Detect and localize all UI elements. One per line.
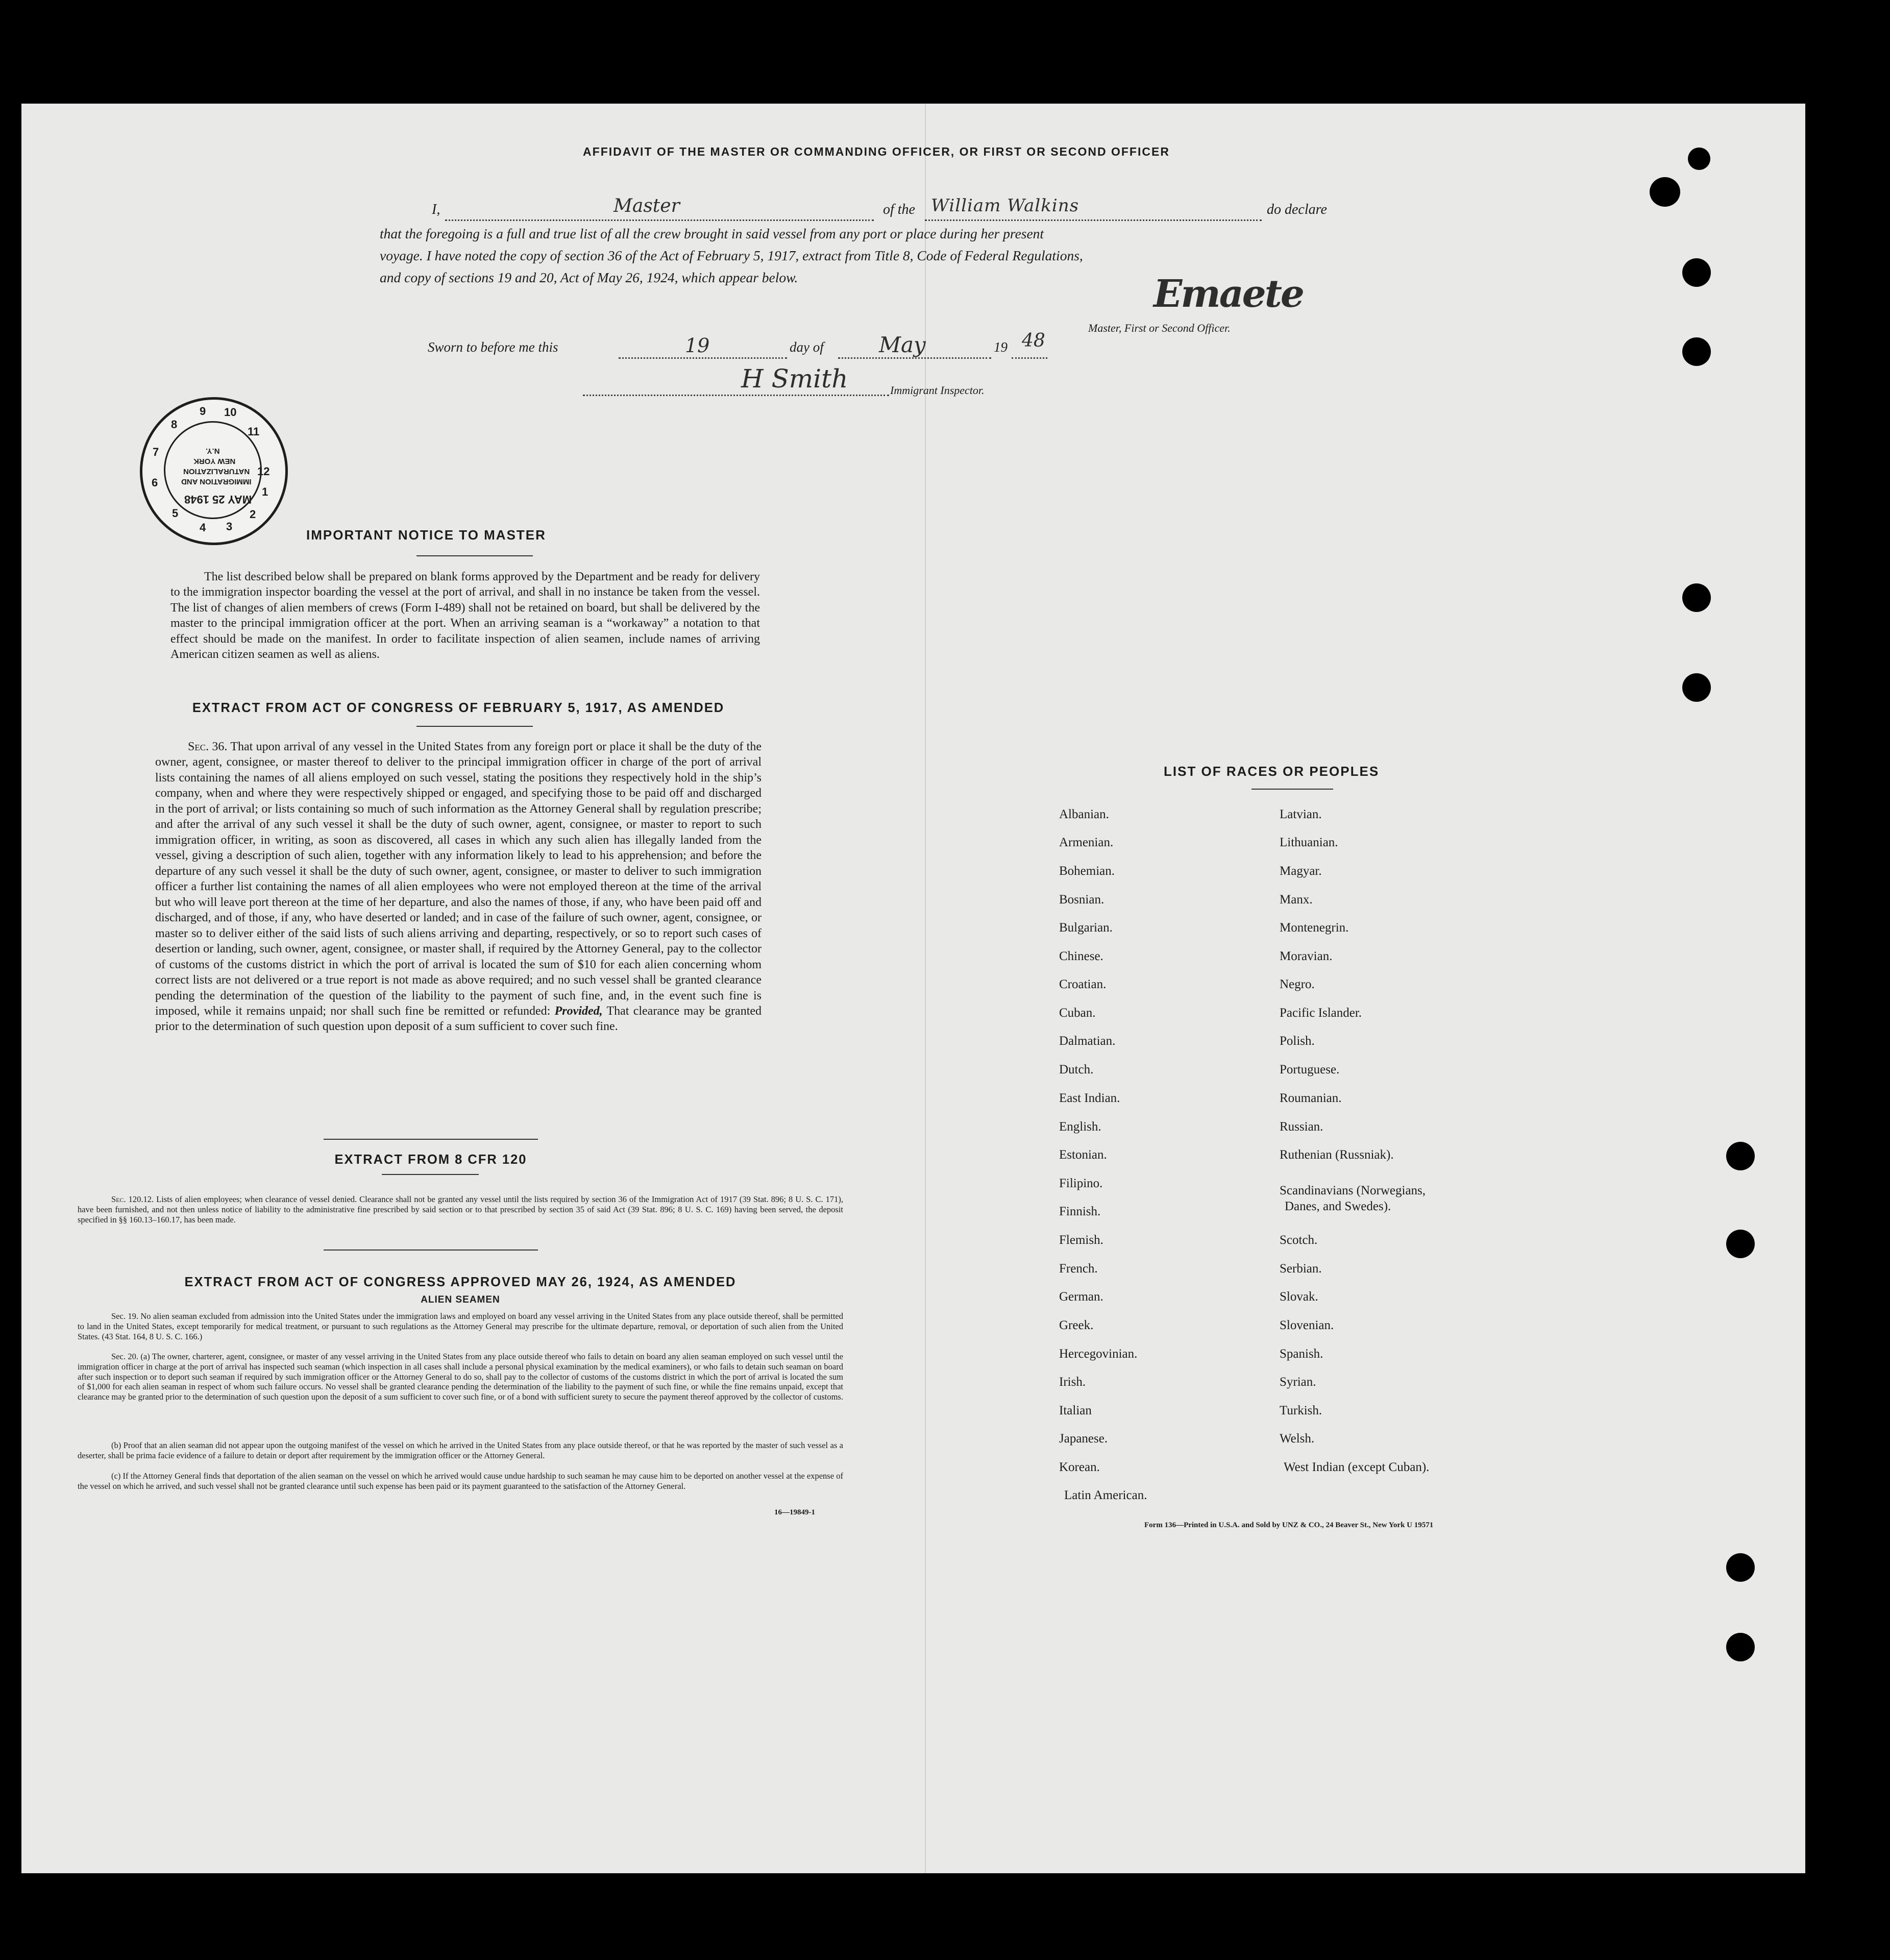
binder-hole — [1682, 673, 1711, 702]
race-item: Bohemian. — [1059, 864, 1115, 878]
stamp-hour-5: 5 — [172, 507, 179, 520]
stamp-line-2: IMMIGRATION AND — [181, 477, 252, 486]
race-item: Manx. — [1280, 893, 1313, 906]
extract-cfr-top-rule — [324, 1139, 538, 1140]
race-item: Magyar. — [1280, 864, 1322, 878]
vessel-name-line — [925, 219, 1262, 221]
affidavit-label-i: I, — [432, 202, 440, 217]
master-name-line — [445, 219, 874, 221]
notice-title: IMPORTANT NOTICE TO MASTER — [306, 527, 546, 543]
sworn-day-value: 19 — [685, 334, 710, 357]
notice-body: The list described below shall be prepared on blank forms approved by the Department and be ready for delivery to the immigration inspector boarding the vessel at the port of arrival, and shall in no instance be taken from the vessel. The list of changes of alien members of crews (Form I-489) shall not be retained on board, but shall be delivered by the master to the principal immigration officer at the port. When an arriving seaman is a “workaway” a notation to that effect should be made on the manifest. In order to facilitate inspection of alien seamen, include names of arriving American citizen seamen as well as aliens. — [170, 570, 760, 662]
declaration-line-2: voyage. I have noted the copy of section 36 of the Act of February 5, 1917, extract from Title 8, Code of Federal Regulations, — [380, 248, 1083, 263]
extract-cfr-text: Lists of alien employees; when clearance of vessel denied. Clearance shall not be granted any vessel until the lists required by section 36 of the Immigration Act of 1917 (39 Stat. 896; 8 U. S. C. 171), have been furnished, and not then unless notice of liability to the administrative fine prescribed by said section or to that prescribed by section 35 of said Act (39 Stat. 896; 8 U. S. C. 169) having been served, the deposit specified in §§ 160.13–160.17, has been made. — [78, 1194, 844, 1224]
race-item: Croatian. — [1059, 977, 1107, 991]
binder-hole — [1726, 1553, 1755, 1582]
race-item: Armenian. — [1059, 836, 1114, 849]
race-item: Spanish. — [1280, 1347, 1323, 1361]
race-item: Japanese. — [1059, 1432, 1108, 1446]
race-item: Scandinavians (Norwegians, — [1280, 1184, 1426, 1197]
race-item: Italian — [1059, 1404, 1092, 1417]
extract-1924-subtitle: ALIEN SEAMEN — [421, 1294, 500, 1305]
immigration-date-stamp — [140, 397, 288, 545]
affidavit-label-do-declare: do declare — [1267, 202, 1327, 217]
race-item: Serbian. — [1280, 1262, 1322, 1276]
extract-1924-top-rule — [324, 1250, 538, 1251]
extract-1917-text: That upon arrival of any vessel in the United States from any foreign port or place it shall be the duty of the owner, agent, consignee, or master thereof to deliver to the principal immigration officer in charge of the port of arrival lists containing the names of all aliens employed on such vessel, stating the positions they respectively hold in the ship’s company, when and where they were respectively shipped or engaged, and specifying those to be paid off and discharged in the port of arrival; or lists containing so much of such information as the Attorney General shall by regulation prescribe; and after the arrival of any such vessel it shall be the duty of such owner, agent, consignee, or master to report to such immigration officer, in writing, as soon as discovered, all cases in which any such alien has illegally landed from the vessel, giving a description of such alien, together with any information likely to lead to his apprehension; and before the departure of any such vessel it shall be the duty of such owner, agent, consignee, or master to deliver to such immigration officer a further list containing the names of all alien employees who were not employed thereon at the time of the arrival but who will leave port thereon at the time of her departure, and also the names of those, if any, who have been paid off and discharged, and of those, if any, who have deserted or landed; and in case of the failure of such owner, agent, consignee, or master so to deliver either of the said lists of such aliens arriving and departing, respectively, or so to report such cases of desertion or landing, such owner, agent, consignee, or master shall, if required by the Attorney General, pay to the collector of customs of the customs district in which the port of arrival is located the sum of $10 for each alien concerning whom correct lists are not delivered or a true report is not made as above required; and no such vessel shall be granted clearance pending the determination of the question of the liability to the payment of such fine, and, in the event such fine is imposed, while it remains unpaid; nor shall such fine be remitted or refunded: — [155, 740, 762, 1018]
vessel-name-value: William Walkins — [931, 195, 1079, 216]
race-item: Filipino. — [1059, 1177, 1103, 1190]
master-signature: Emaete — [1153, 272, 1303, 316]
stamp-line-4: NEW YORK — [193, 457, 236, 465]
race-item: Albanian. — [1059, 807, 1109, 821]
stamp-hour-6: 6 — [152, 476, 158, 489]
extract-1917-proviso-text: That clearance may be granted prior to the determination of such question upon deposit of a sum sufficient to cover such fine. — [155, 1004, 762, 1034]
inspector-label: Immigrant Inspector. — [890, 384, 985, 397]
sworn-month-value: May — [879, 332, 926, 357]
race-item: Portuguese. — [1280, 1063, 1340, 1076]
race-item: Roumanian. — [1280, 1091, 1342, 1105]
race-item: Danes, and Swedes). — [1285, 1199, 1391, 1213]
race-item: Latvian. — [1280, 807, 1322, 821]
races-title-rule — [1251, 789, 1333, 790]
race-item: Dutch. — [1059, 1063, 1094, 1076]
race-item: Pacific Islander. — [1280, 1006, 1362, 1020]
sworn-label: Sworn to before me this — [428, 339, 558, 355]
extract-1917-body — [155, 739, 762, 1035]
printer-imprint: Form 136—Printed in U.S.A. and Sold by UNZ & CO., 24 Beaver St., New York U 19571 — [1144, 1521, 1434, 1529]
race-item: Flemish. — [1059, 1233, 1103, 1247]
race-item: Scotch. — [1280, 1233, 1318, 1247]
sworn-year-line — [1012, 357, 1047, 359]
stamp-hour-9: 9 — [200, 405, 206, 418]
extract-cfr-body — [78, 1194, 843, 1224]
race-item: French. — [1059, 1262, 1098, 1276]
document-page — [21, 104, 1805, 1873]
form-code: 16—19849-1 — [774, 1508, 815, 1516]
center-fold — [925, 104, 926, 1873]
race-item: Syrian. — [1280, 1375, 1316, 1389]
extract-1924-title: EXTRACT FROM ACT OF CONGRESS APPROVED MAY 26, 1924, AS AMENDED — [184, 1275, 737, 1289]
stamp-line-3: NATURALIZATION — [183, 467, 250, 476]
declaration-line-1: that the foregoing is a full and true list of all the crew brought in said vessel from any port or place during her present — [380, 226, 1044, 241]
race-item: Slovenian. — [1280, 1318, 1334, 1332]
declaration-line-3: and copy of sections 19 and 20, Act of May 26, 1924, which appear below. — [380, 270, 798, 285]
binder-hole — [1650, 177, 1680, 207]
binder-hole — [1682, 337, 1711, 366]
extract-1917-title: EXTRACT FROM ACT OF CONGRESS OF FEBRUARY 5, 1917, AS AMENDED — [192, 701, 725, 715]
sworn-year-prefix: 19 — [994, 339, 1008, 355]
race-item: Bosnian. — [1059, 893, 1104, 906]
binder-hole — [1726, 1633, 1755, 1661]
extract-1917-proviso-label: Provided, — [554, 1004, 603, 1018]
race-item: German. — [1059, 1290, 1103, 1304]
sworn-day-label: day of — [790, 339, 824, 355]
extract-1924-sec20c: (c) If the Attorney General finds that deportation of the alien seaman on the vessel on which he arrived would cause undue hardship to such seaman he may cause him to be deported on another vessel at the expense of the vessel on which he arrived, and such vessel shall not be granted clearance until such expense has been paid or its payment guaranteed to the satisfaction of the Attorney General. — [78, 1471, 843, 1491]
extract-1917-title-rule — [416, 726, 533, 727]
stamp-hour-7: 7 — [153, 446, 159, 458]
signature-label: Master, First or Second Officer. — [1088, 322, 1231, 334]
race-item: Negro. — [1280, 977, 1315, 991]
race-item: Turkish. — [1280, 1404, 1322, 1417]
stamp-hour-2: 2 — [250, 508, 256, 521]
race-item: English. — [1059, 1120, 1101, 1134]
extract-1924-sec20a: Sec. 20. (a) The owner, charterer, agent, consignee, or master of any vessel arriving in the United States from any place outside thereof who fails to detain on board any alien seaman employed on such vessel until the immigration officer in charge at the port of arrival has inspected such seaman (which inspection in all cases shall include a personal physical examination by the medical examiners), or who fails to detain such seaman on board after such inspection or to deport such seaman if required by such immigration officer or the Attorney General to do so, shall pay to the collector of customs of the customs district in which the port of arrival is located the sum of $1,000 for each alien seaman in respect of whom such failure occurs. No vessel shall be granted clearance pending the determination of the liability to the payment of such fine, or while the fine remains unpaid, except that clearance may be granted prior to the determination of such question upon the deposit of a sum sufficient to cover such fine, or of a bond with sufficient surety to secure the payment thereof approved by the collector of customs. — [78, 1352, 843, 1402]
master-name-value: Master — [613, 195, 680, 216]
notice-title-rule — [416, 555, 533, 556]
extract-cfr-title: EXTRACT FROM 8 CFR 120 — [334, 1153, 527, 1167]
race-item: Lithuanian. — [1280, 836, 1338, 849]
stamp-hour-11: 11 — [248, 425, 260, 438]
stamp-hour-3: 3 — [226, 520, 233, 533]
race-item: Hercegovinian. — [1059, 1347, 1138, 1361]
race-item: Bulgarian. — [1059, 921, 1113, 935]
extract-cfr-title-rule — [382, 1174, 479, 1175]
race-item: Montenegrin. — [1280, 921, 1349, 935]
race-item: West Indian (except Cuban). — [1284, 1460, 1430, 1474]
binder-hole — [1682, 583, 1711, 612]
binder-hole — [1688, 148, 1710, 170]
sworn-month-line — [838, 357, 991, 359]
race-item: Polish. — [1280, 1034, 1315, 1048]
extract-1924-sec20b: (b) Proof that an alien seaman did not appear upon the outgoing manifest of the vessel on which he arrived in the United States from any place outside thereof, or that he was reported by the master of such vessel as a deserter, shall be prima facie evidence of a failure to detain or deport after requirement by the immigration officer or the Attorney General. — [78, 1440, 843, 1460]
race-item: Ruthenian (Russniak). — [1280, 1148, 1394, 1162]
race-item: Korean. — [1059, 1460, 1100, 1474]
race-item: Slovak. — [1280, 1290, 1318, 1304]
extract-1924-sec19: Sec. 19. No alien seaman excluded from admission into the United States under the immigration laws and employed on board any vessel arriving in the United States from any place outside thereof, shall be permitted to land in the United States, except temporarily for medical treatment, or pursuant to such regulations as the Attorney General may prescribe for the ultimate departure, removal, or deportation of such alien from the United States. (43 Stat. 164, 8 U. S. C. 166.) — [78, 1311, 843, 1341]
sworn-year-value: 48 — [1022, 330, 1045, 351]
race-item: Dalmatian. — [1059, 1034, 1116, 1048]
stamp-hour-4: 4 — [200, 521, 206, 534]
race-item: Chinese. — [1059, 949, 1103, 963]
affidavit-title: AFFIDAVIT OF THE MASTER OR COMMANDING OFFICER, OR FIRST OR SECOND OFFICER — [583, 145, 1170, 158]
inspector-signature: H Smith — [741, 364, 848, 394]
race-item: Moravian. — [1280, 949, 1333, 963]
stamp-hour-1: 1 — [262, 485, 268, 498]
extract-cfr-sec-label: Sec. 120.12. — [111, 1194, 154, 1204]
race-item: East Indian. — [1059, 1091, 1120, 1105]
race-item: Russian. — [1280, 1120, 1323, 1134]
extract-1917-sec-label: Sec. 36. — [188, 740, 228, 753]
race-item: Cuban. — [1059, 1006, 1096, 1020]
race-item: Greek. — [1059, 1318, 1094, 1332]
race-item: Latin American. — [1064, 1488, 1147, 1502]
stamp-hour-10: 10 — [224, 406, 237, 419]
stamp-hour-8: 8 — [171, 418, 178, 431]
stamp-hour-12: 12 — [257, 465, 270, 478]
binder-hole — [1726, 1142, 1755, 1170]
affidavit-label-of-the: of the — [883, 202, 915, 217]
sworn-day-line — [619, 357, 787, 359]
binder-hole — [1726, 1230, 1755, 1258]
race-item: Welsh. — [1280, 1432, 1315, 1446]
races-title: LIST OF RACES OR PEOPLES — [1164, 764, 1380, 779]
inspector-line — [583, 395, 889, 396]
stamp-line-5: N.Y. — [206, 447, 220, 455]
race-item: Irish. — [1059, 1375, 1086, 1389]
binder-hole — [1682, 258, 1711, 287]
stamp-date: MAY 25 1948 — [184, 493, 252, 506]
race-item: Finnish. — [1059, 1205, 1101, 1218]
race-item: Estonian. — [1059, 1148, 1107, 1162]
